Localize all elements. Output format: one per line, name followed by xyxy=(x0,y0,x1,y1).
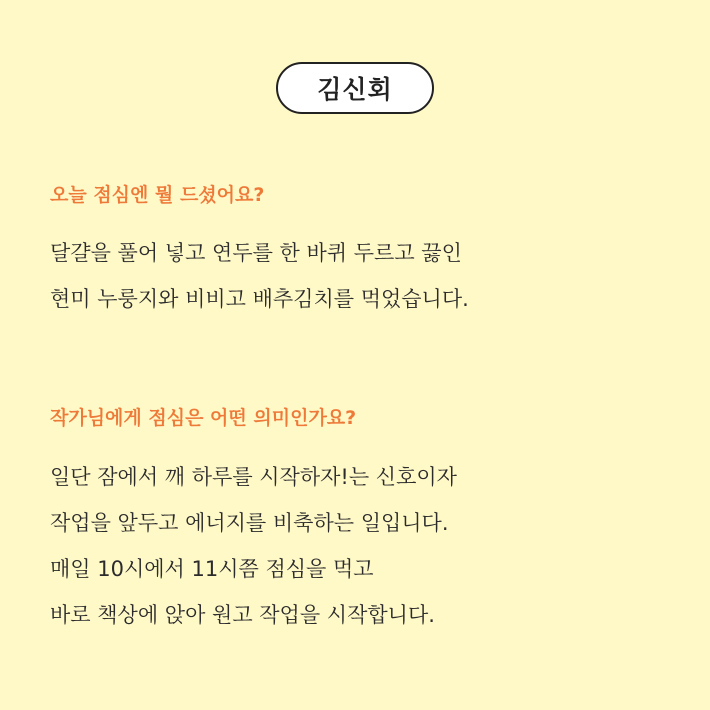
answer-2-line-1: 일단 잠에서 깨 하루를 시작하자!는 신호이자 xyxy=(50,465,457,489)
author-name-badge xyxy=(276,62,434,114)
answer-2-line-3: 매일 10시에서 11시쯤 점심을 먹고 xyxy=(50,557,374,581)
answer-2-line-4: 바로 책상에 앉아 원고 작업을 시작합니다. xyxy=(50,603,435,627)
answer-2 xyxy=(50,454,670,638)
author-name: 김신회 xyxy=(317,75,393,104)
answer-1-line-2: 현미 누룽지와 비비고 배추김치를 먹었습니다. xyxy=(50,287,469,311)
answer-1 xyxy=(50,230,670,322)
question-2: 작가님에게 점심은 어떤 의미인가요? xyxy=(50,407,357,429)
answer-1-line-1: 달걀을 풀어 넣고 연두를 한 바퀴 두르고 끓인 xyxy=(50,241,462,265)
question-1: 오늘 점심엔 뭘 드셨어요? xyxy=(50,184,265,206)
answer-2-line-2: 작업을 앞두고 에너지를 비축하는 일입니다. xyxy=(50,511,449,535)
